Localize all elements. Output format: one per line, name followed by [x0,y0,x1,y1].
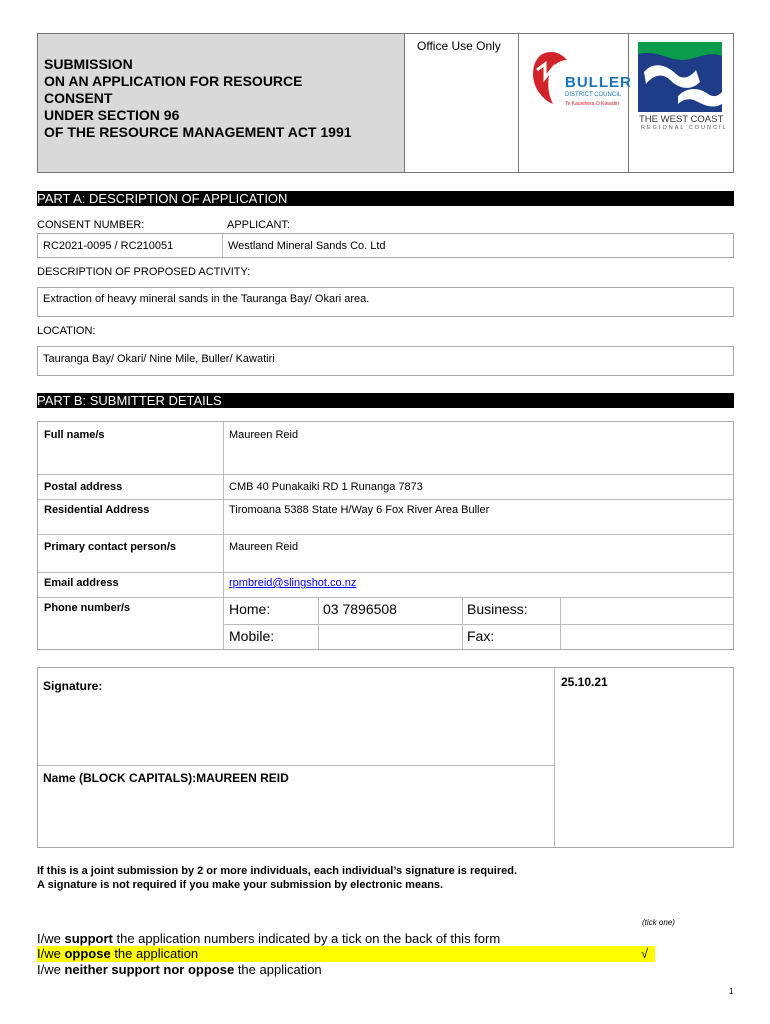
electronic-note: A signature is not required if you make your submission by electronic means. [37,879,444,891]
primary-contact-value[interactable]: Maureen Reid [229,541,299,553]
form-title [44,56,352,141]
neither-prefix: I/we [37,962,65,977]
block-name-value[interactable]: MAUREEN REID [196,771,289,785]
home-label: Home: [229,601,271,617]
title-line-3: CONSENT [44,90,113,106]
title-line-4: UNDER SECTION 96 [44,107,180,123]
oppose-word: oppose [64,946,111,961]
location-label: LOCATION: [37,325,96,337]
signature-box [37,667,734,848]
support-prefix: I/we [37,931,65,946]
location-field[interactable] [37,346,734,376]
applicant-value[interactable]: Westland Mineral Sands Co. Ltd [228,240,386,252]
residential-address-label: Residential Address [44,504,150,516]
header-box [37,33,734,173]
block-name-row [43,771,289,785]
title-line-2: ON AN APPLICATION FOR RESOURCE [44,73,303,89]
support-suffix: the application numbers indicated by a tick on the back of this form [112,931,501,946]
signature-label: Signature: [43,679,103,693]
activity-value: Extraction of heavy mineral sands in the Tauranga Bay/ Okari area. [43,293,370,305]
oppose-prefix: I/we [37,946,65,961]
west-coast-name: THE WEST COAST [639,114,724,125]
email-link[interactable]: rpmbreid@slingshot.co.nz [229,577,357,589]
west-coast-sub: REGIONAL COUNCIL [641,125,728,131]
location-value: Tauranga Bay/ Okari/ Nine Mile, Buller/ Kawatiri [43,353,275,365]
full-name-label: Full name/s [44,429,105,441]
email-label: Email address [44,577,119,589]
neither-word: neither support nor oppose [64,962,235,977]
west-coast-logo-icon [638,42,722,112]
block-name-label: Name (BLOCK CAPITALS): [43,771,197,785]
buller-name: BULLER [565,74,632,91]
consent-applicant-row [37,233,734,258]
residential-address-value[interactable]: Tiromoana 5388 State H/Way 6 Fox River Area Buller [229,504,490,516]
title-cell [38,34,405,172]
submitter-details-table [37,421,734,650]
west-coast-logo-cell [629,34,733,172]
activity-field[interactable] [37,287,734,317]
support-option[interactable] [37,931,500,946]
full-name-value[interactable]: Maureen Reid [229,429,299,441]
support-word: support [64,931,113,946]
buller-logo-cell [519,34,632,172]
tick-one-hint: (tick one) [642,918,675,927]
postal-address-label: Postal address [44,481,123,493]
oppose-suffix: the application [110,946,199,961]
applicant-label: APPLICANT: [227,219,290,231]
mobile-label: Mobile: [229,628,275,644]
office-use-label: Office Use Only [417,39,501,53]
phone-label: Phone number/s [44,602,131,614]
oppose-tick-mark: √ [641,946,649,961]
business-label: Business: [467,601,528,617]
neither-option[interactable] [37,962,322,977]
page-number: 1 [729,987,734,996]
neither-suffix: the application [234,962,322,977]
consent-number-label: CONSENT NUMBER: [37,219,145,231]
activity-label: DESCRIPTION OF PROPOSED ACTIVITY: [37,266,251,278]
postal-address-value[interactable]: CMB 40 Punakaiki RD 1 Runanga 7873 [229,481,423,493]
fax-label: Fax: [467,628,495,644]
primary-contact-label: Primary contact person/s [44,541,177,553]
buller-maori: Te Kaunihera O Kawatiri [565,101,619,107]
title-line-1: SUBMISSION [44,56,133,72]
oppose-option[interactable] [37,946,655,962]
part-b-heading: PART B: SUBMITTER DETAILS [37,393,734,408]
signature-date[interactable]: 25.10.21 [561,675,608,689]
part-a-heading: PART A: DESCRIPTION OF APPLICATION [37,191,734,206]
title-line-5: OF THE RESOURCE MANAGEMENT ACT 1991 [44,124,352,140]
home-phone-value[interactable]: 03 7896508 [323,601,397,617]
consent-number-value[interactable]: RC2021-0095 / RC210051 [43,240,174,252]
buller-sub: DISTRICT COUNCIL [565,92,622,98]
joint-submission-note: If this is a joint submission by 2 or more individuals, each individual’s signature is required. [37,865,518,877]
office-use-cell [405,34,519,172]
